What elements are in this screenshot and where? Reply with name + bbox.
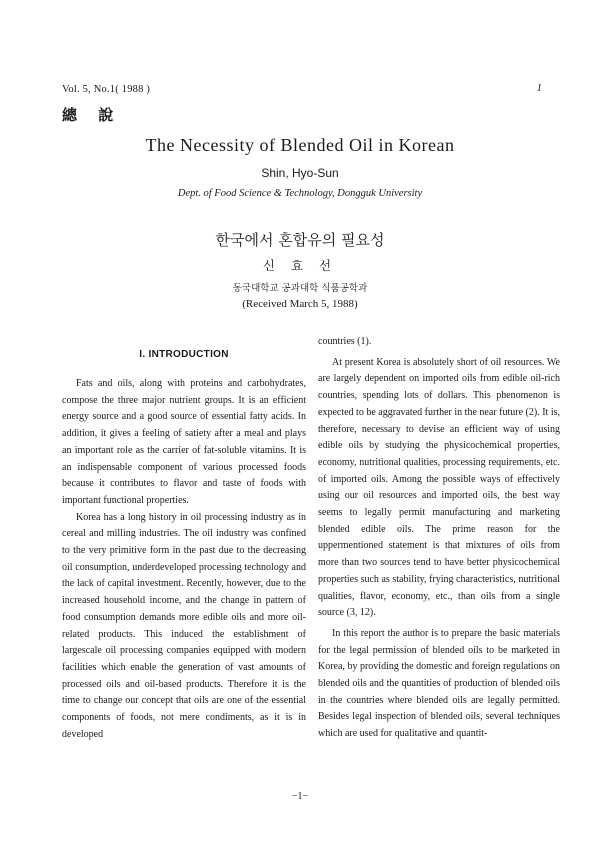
section-heading: I. INTRODUCTION: [139, 349, 229, 360]
article-title: The Necessity of Blended Oil in Korean: [145, 135, 455, 155]
body-paragraph: At present Korea is absolutely short of oil resources. We are largely dependent on imported oils from edible oil-rich countries, spending lots of dollars. This phenomenon is expected to be aggravated further in the near future (2). It is, therefore, necessary to devise an efficient way of using edible oils by studying the physicochemical properties, economy, nutritional qualities, processing requirements, etc. of imported oils. Among the possible ways of effectively using our oil resources and imported oils, the best way seems to legally permit manufacturing and marketing blended edible oils. The prime reason for the uppermentioned statement is that mixtures of oils from more than two sources tend to have better physicochemical properties such as stability, frying characteristics, nutritional qualities, flavor, economy, etc., than oils from a single source (3, 12).: [318, 356, 560, 619]
left-column: [62, 349, 306, 743]
received-date: (Received March 5, 1988): [242, 298, 358, 310]
author-affiliation: Dept. of Food Science & Technology, Dongguk University: [177, 188, 423, 199]
section-label: 總 說: [62, 106, 122, 124]
page-number-bottom: −1−: [291, 791, 309, 802]
article-title-korean: 한국에서 혼합유의 필요성: [215, 231, 385, 249]
page-number-top: 1: [536, 82, 542, 94]
body-paragraph: Korea has a long history in oil processing industry as in cereal and milling industries. The oil industry was confined to the very primitive form in the past due to the decreasing oil consumption, underdeveloped processing technology and the lack of capital investment. Recently, however, due to the increased household income, and the change in pattern of food consumption demands more edible oils and more oil-related products. This induced the establishment of largescale oil processing companies equipped with modern facilities which enable the generation of vast amounts of processed oils and oil-based products. Therefore it is the time to change our concept that oils are one of the essential components of foods, not mere condiments, as it is in developed: [62, 511, 306, 740]
author-affiliation-korean: 동국대학교 공과대학 식품공학과: [232, 283, 368, 294]
author-name: Shin, Hyo-Sun: [261, 166, 339, 180]
body-paragraph-continuation: countries (1).: [318, 336, 372, 347]
body-paragraph: Fats and oils, along with proteins and carbohydrates, compose the three major nutrient groups. It is an efficient energy source and a good source of essential fatty acids. In addition, it gives a feeling of satiety after a meal and plays an important role as the carrier of fat-soluble vitamins. It is an indispensable component of various processed foods because it contributes to flavor and taste of foods with important functional properties.: [62, 378, 306, 506]
journal-reference: Vol. 5, No.1( 1988 ): [62, 84, 151, 95]
author-name-korean: 신 효 선: [262, 258, 338, 273]
body-paragraph: In this report the author is to prepare the basic materials for the legal permission of blended oils to be marketed in Korea, by providing the domestic and foreign regulations on blended oils and the quantities of production of blended oils in the countries where blended oils are legally permitted. Besides legal inspection of blended oils, several techniques which are used for qualitative and quantit-: [318, 627, 560, 740]
right-column: [318, 334, 560, 743]
